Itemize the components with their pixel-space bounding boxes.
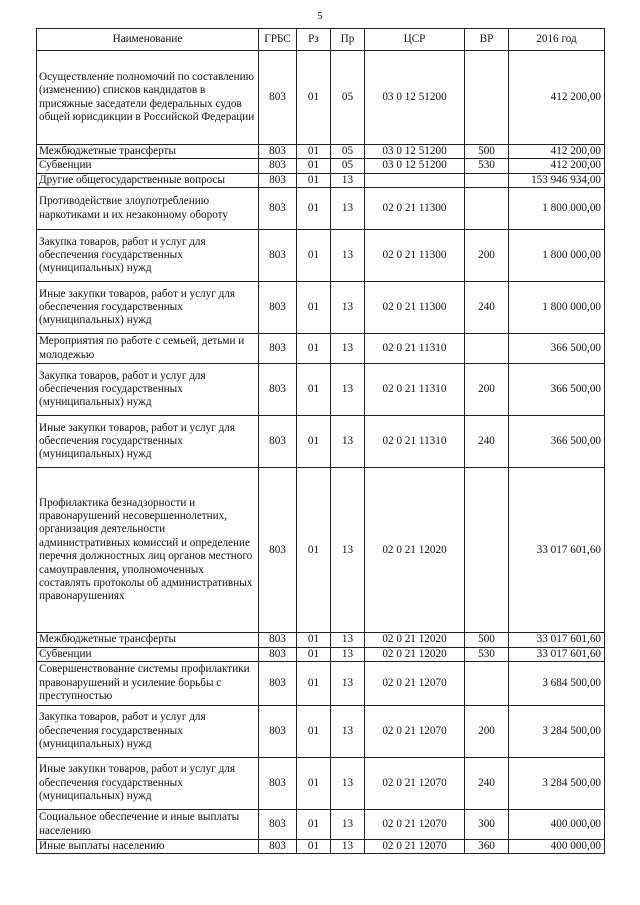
cell-pr: 13 — [331, 334, 365, 364]
table-row — [37, 810, 605, 840]
cell-amount: 412 200,00 — [509, 159, 605, 173]
cell-vr: 500 — [465, 633, 509, 647]
cell-grbs: 803 — [259, 188, 297, 230]
cell-name: Мероприятия по работе с семьей, детьми и молодежью — [37, 334, 259, 364]
cell-csr: 02 0 21 11310 — [365, 334, 465, 364]
cell-vr: 200 — [465, 230, 509, 282]
header-name: Наименование — [37, 29, 259, 51]
cell-rz: 01 — [297, 647, 331, 661]
cell-amount: 33 017 601,60 — [509, 647, 605, 661]
header-rz: Рз — [297, 29, 331, 51]
cell-csr: 02 0 21 11310 — [365, 364, 465, 416]
header-grbs: ГРБС — [259, 29, 297, 51]
cell-name: Закупка товаров, работ и услуг для обеспечения государственных (муниципальных) нужд — [37, 230, 259, 282]
cell-vr: 240 — [465, 282, 509, 334]
cell-amount: 366 500,00 — [509, 334, 605, 364]
cell-grbs: 803 — [259, 159, 297, 173]
cell-name: Закупка товаров, работ и услуг для обеспечения государственных (муниципальных) нужд — [37, 364, 259, 416]
cell-rz: 01 — [297, 810, 331, 840]
cell-name: Субвенции — [37, 647, 259, 661]
cell-grbs: 803 — [259, 810, 297, 840]
cell-pr: 13 — [331, 173, 365, 187]
cell-csr: 03 0 12 51200 — [365, 51, 465, 145]
cell-pr: 05 — [331, 51, 365, 145]
cell-csr: 02 0 21 12070 — [365, 662, 465, 706]
cell-csr: 02 0 21 12070 — [365, 706, 465, 758]
cell-name: Социальное обеспечение и иные выплаты населению — [37, 810, 259, 840]
cell-pr: 13 — [331, 468, 365, 633]
cell-pr: 13 — [331, 810, 365, 840]
table-row — [37, 840, 605, 854]
cell-grbs: 803 — [259, 468, 297, 633]
cell-pr: 13 — [331, 840, 365, 854]
cell-pr: 13 — [331, 282, 365, 334]
cell-rz: 01 — [297, 662, 331, 706]
cell-name: Профилактика безнадзорности и правонарушений несовершеннолетних, организация деятельности административных комиссий и определение перечня должностных лиц органов местного самоуправления, уполномоченных составлять протоколы об административных правонарушениях — [37, 468, 259, 633]
cell-amount: 400 000,00 — [509, 810, 605, 840]
cell-vr: 200 — [465, 706, 509, 758]
table-row — [37, 334, 605, 364]
header-vr: ВР — [465, 29, 509, 51]
cell-pr: 13 — [331, 706, 365, 758]
cell-vr: 530 — [465, 159, 509, 173]
cell-name: Совершенствование системы профилактики правонарушений и усиление борьбы с преступностью — [37, 662, 259, 706]
cell-vr — [465, 662, 509, 706]
cell-rz: 01 — [297, 188, 331, 230]
cell-grbs: 803 — [259, 230, 297, 282]
cell-csr: 02 0 21 12020 — [365, 468, 465, 633]
cell-vr: 300 — [465, 810, 509, 840]
cell-pr: 13 — [331, 188, 365, 230]
cell-vr: 240 — [465, 758, 509, 810]
table-row — [37, 706, 605, 758]
cell-amount: 366 500,00 — [509, 364, 605, 416]
cell-vr: 200 — [465, 364, 509, 416]
cell-rz: 01 — [297, 282, 331, 334]
table-row — [37, 647, 605, 661]
cell-vr — [465, 173, 509, 187]
cell-name: Иные закупки товаров, работ и услуг для обеспечения государственных (муниципальных) нужд — [37, 758, 259, 810]
cell-grbs: 803 — [259, 334, 297, 364]
cell-amount: 1 800 000,00 — [509, 230, 605, 282]
cell-amount: 1 800 000,00 — [509, 188, 605, 230]
page-number: 5 — [317, 10, 323, 22]
cell-name: Закупка товаров, работ и услуг для обеспечения государственных (муниципальных) нужд — [37, 706, 259, 758]
table-row — [37, 159, 605, 173]
cell-rz: 01 — [297, 468, 331, 633]
cell-grbs: 803 — [259, 647, 297, 661]
header-pr: Пр — [331, 29, 365, 51]
table-row — [37, 633, 605, 647]
cell-amount: 3 284 500,00 — [509, 758, 605, 810]
cell-name: Субвенции — [37, 159, 259, 173]
cell-grbs: 803 — [259, 145, 297, 159]
cell-pr: 13 — [331, 633, 365, 647]
cell-rz: 01 — [297, 706, 331, 758]
table-row — [37, 468, 605, 633]
cell-rz: 01 — [297, 758, 331, 810]
cell-amount: 153 946 934,00 — [509, 173, 605, 187]
cell-grbs: 803 — [259, 416, 297, 468]
table-row — [37, 364, 605, 416]
cell-name: Межбюджетные трансферты — [37, 633, 259, 647]
budget-table — [36, 28, 605, 854]
cell-vr: 530 — [465, 647, 509, 661]
cell-pr: 05 — [331, 159, 365, 173]
cell-amount: 412 200,00 — [509, 145, 605, 159]
cell-rz: 01 — [297, 416, 331, 468]
header-csr: ЦСР — [365, 29, 465, 51]
cell-grbs: 803 — [259, 840, 297, 854]
table-row — [37, 230, 605, 282]
cell-grbs: 803 — [259, 364, 297, 416]
cell-vr: 500 — [465, 145, 509, 159]
cell-rz: 01 — [297, 51, 331, 145]
cell-csr: 02 0 21 12070 — [365, 840, 465, 854]
cell-vr: 240 — [465, 416, 509, 468]
cell-amount: 366 500,00 — [509, 416, 605, 468]
cell-pr: 05 — [331, 145, 365, 159]
table-row — [37, 173, 605, 187]
cell-vr — [465, 334, 509, 364]
cell-vr — [465, 51, 509, 145]
cell-amount: 412 200,00 — [509, 51, 605, 145]
cell-rz: 01 — [297, 230, 331, 282]
cell-pr: 13 — [331, 662, 365, 706]
cell-rz: 01 — [297, 159, 331, 173]
table-row — [37, 282, 605, 334]
table-row — [37, 416, 605, 468]
cell-csr: 02 0 21 12070 — [365, 758, 465, 810]
cell-name: Иные закупки товаров, работ и услуг для обеспечения государственных (муниципальных) нужд — [37, 416, 259, 468]
cell-amount: 33 017 601,60 — [509, 468, 605, 633]
cell-rz: 01 — [297, 840, 331, 854]
table-row — [37, 188, 605, 230]
cell-csr: 02 0 21 11310 — [365, 416, 465, 468]
cell-grbs: 803 — [259, 173, 297, 187]
table-body — [37, 51, 605, 854]
cell-name: Противодействие злоупотреблению наркотиками и их незаконному обороту — [37, 188, 259, 230]
cell-csr: 03 0 12 51200 — [365, 159, 465, 173]
cell-name: Осуществление полномочий по составлению (изменению) списков кандидатов в присяжные заседатели федеральных судов общей юрисдикции в Российской Федерации — [37, 51, 259, 145]
cell-grbs: 803 — [259, 706, 297, 758]
cell-amount: 3 284 500,00 — [509, 706, 605, 758]
cell-amount: 400 000,00 — [509, 840, 605, 854]
cell-pr: 13 — [331, 416, 365, 468]
cell-amount: 33 017 601,60 — [509, 633, 605, 647]
cell-csr: 02 0 21 11300 — [365, 188, 465, 230]
cell-grbs: 803 — [259, 282, 297, 334]
cell-pr: 13 — [331, 647, 365, 661]
cell-name: Межбюджетные трансферты — [37, 145, 259, 159]
table-row — [37, 145, 605, 159]
cell-amount: 1 800 000,00 — [509, 282, 605, 334]
cell-vr — [465, 468, 509, 633]
cell-csr: 02 0 21 11300 — [365, 282, 465, 334]
cell-name: Другие общегосударственные вопросы — [37, 173, 259, 187]
table-header-row — [37, 29, 605, 51]
cell-csr: 02 0 21 12070 — [365, 810, 465, 840]
cell-csr: 02 0 21 12020 — [365, 633, 465, 647]
cell-csr — [365, 173, 465, 187]
cell-rz: 01 — [297, 364, 331, 416]
table-row — [37, 51, 605, 145]
cell-grbs: 803 — [259, 51, 297, 145]
cell-csr: 02 0 21 11300 — [365, 230, 465, 282]
cell-csr: 02 0 21 12020 — [365, 647, 465, 661]
cell-rz: 01 — [297, 145, 331, 159]
cell-grbs: 803 — [259, 633, 297, 647]
cell-pr: 13 — [331, 364, 365, 416]
cell-rz: 01 — [297, 173, 331, 187]
cell-pr: 13 — [331, 230, 365, 282]
cell-pr: 13 — [331, 758, 365, 810]
cell-vr — [465, 188, 509, 230]
cell-vr: 360 — [465, 840, 509, 854]
cell-name: Иные закупки товаров, работ и услуг для обеспечения государственных (муниципальных) нужд — [37, 282, 259, 334]
table-row — [37, 662, 605, 706]
header-year: 2016 год — [509, 29, 605, 51]
cell-amount: 3 684 500,00 — [509, 662, 605, 706]
cell-name: Иные выплаты населению — [37, 840, 259, 854]
cell-grbs: 803 — [259, 662, 297, 706]
cell-grbs: 803 — [259, 758, 297, 810]
table-row — [37, 758, 605, 810]
cell-rz: 01 — [297, 633, 331, 647]
cell-rz: 01 — [297, 334, 331, 364]
cell-csr: 03 0 12 51200 — [365, 145, 465, 159]
